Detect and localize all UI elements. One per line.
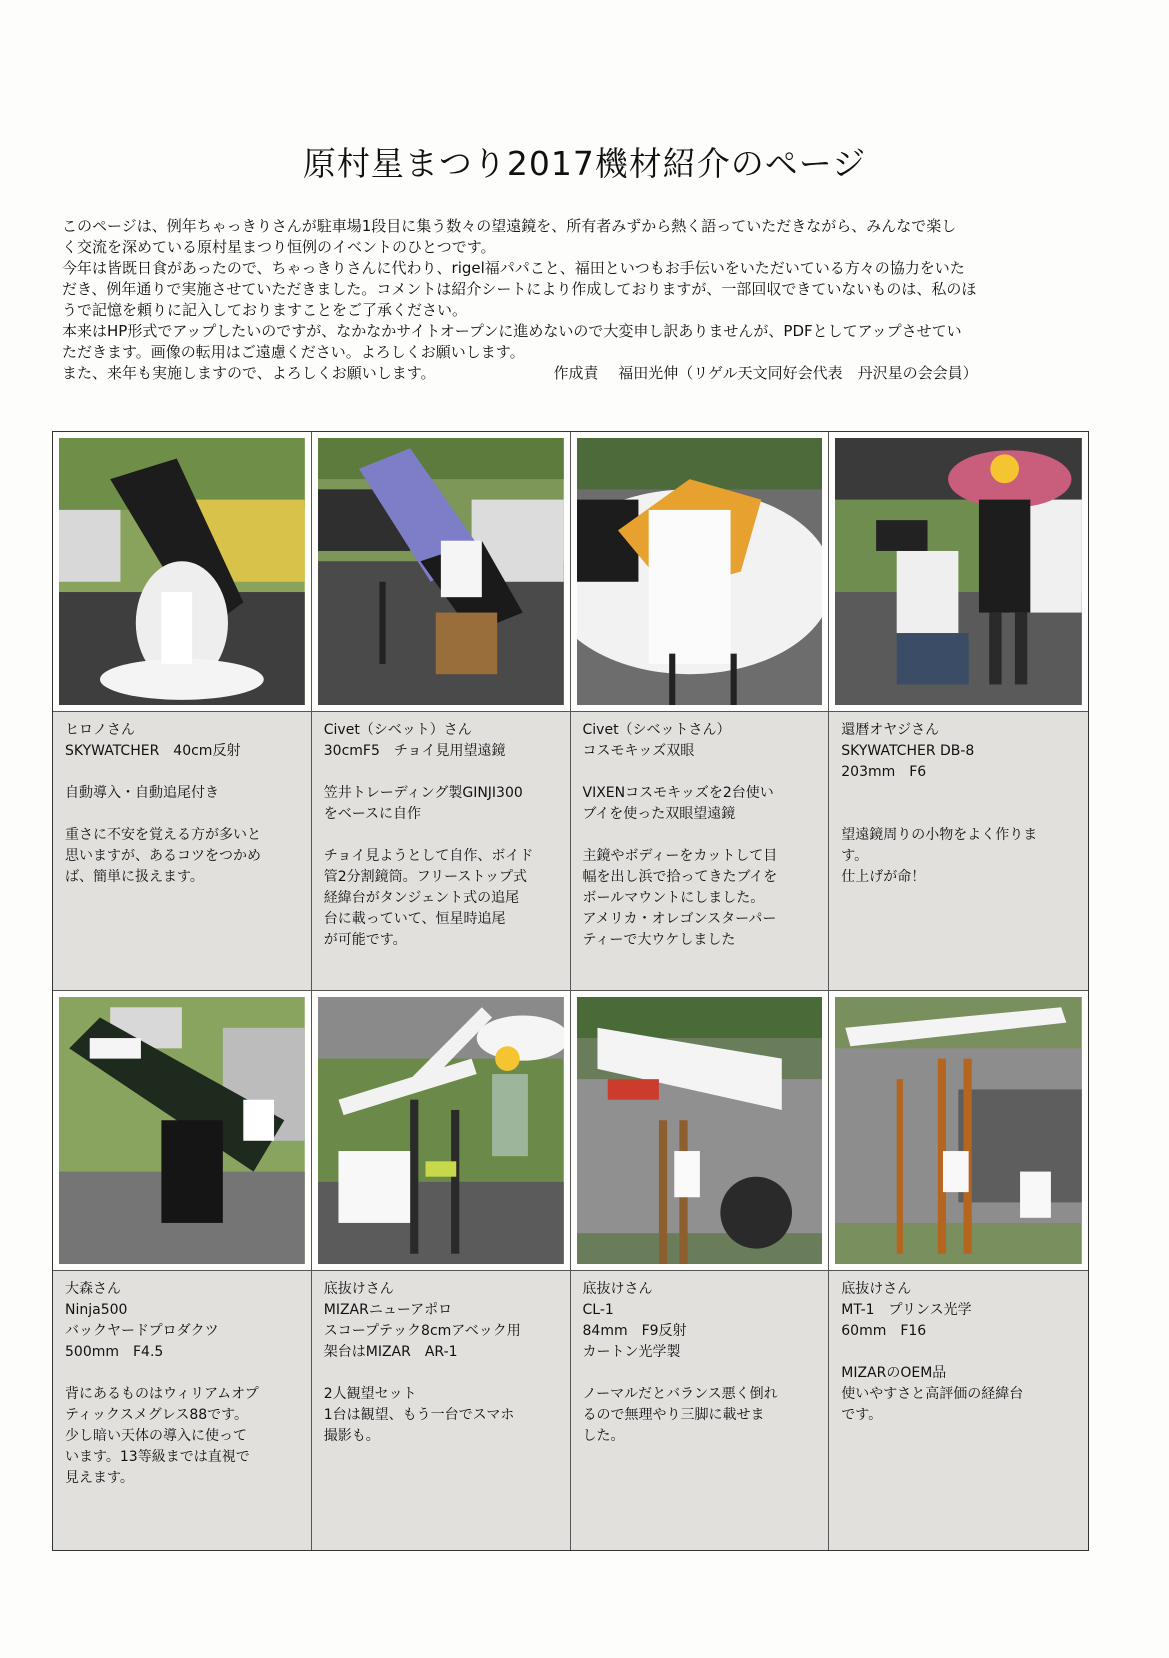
intro-line: うで記憶を頼りに記入しておりますことをご了承ください。 bbox=[62, 301, 468, 319]
description-line: 1台は観望、もう一台でスマホ bbox=[323, 1407, 515, 1423]
description-line: 500mm F4.5 bbox=[65, 1344, 164, 1360]
description-line: 30cmF5 チョイ見用望遠鏡 bbox=[323, 743, 506, 759]
photo-cell bbox=[312, 991, 571, 1271]
description-line: ボールマウントにしました。 bbox=[582, 890, 765, 906]
telescope-photo bbox=[577, 997, 823, 1264]
description-line: 底抜けさん bbox=[323, 1281, 394, 1297]
intro-last-line bbox=[62, 363, 1062, 384]
description-line bbox=[583, 825, 819, 846]
intro-line: このページは、例年ちゃっきりさんが駐車場1段目に集う数々の望遠鏡を、所有者みずから熱く語っていただきながら、みんなで楽し bbox=[62, 217, 957, 235]
description-line: Ninja500 bbox=[65, 1302, 128, 1318]
description-line: Civet（シベットさん） bbox=[582, 722, 731, 738]
description-line bbox=[583, 762, 819, 783]
description-line: 背にあるものはウィリアムオプ bbox=[65, 1386, 259, 1402]
description-line: 経緯台がタンジェント式の追尾 bbox=[323, 890, 520, 906]
description-line: 見えます。 bbox=[65, 1470, 134, 1486]
description-line: Civet（シベット）さん bbox=[323, 722, 472, 738]
description-line: ティックスメグレス88です。 bbox=[65, 1407, 249, 1423]
description-line: SKYWATCHER 40cm反射 bbox=[65, 743, 241, 759]
telescope-photo bbox=[835, 438, 1082, 705]
description-line: MT-1 プリンス光学 bbox=[841, 1302, 972, 1318]
closing-text: また、来年も実施しますので、よろしくお願いします。 bbox=[62, 364, 436, 382]
description-line: VIXENコスモキッズを2台使い bbox=[582, 785, 774, 801]
description-line bbox=[583, 1363, 819, 1384]
equipment-description bbox=[53, 1271, 312, 1550]
description-line: 還暦オヤジさん bbox=[841, 722, 940, 738]
photo-cell bbox=[829, 991, 1088, 1271]
description-line: 思いますが、あるコツをつかめ bbox=[65, 848, 261, 864]
description-line: 底抜けさん bbox=[582, 1281, 653, 1297]
description-line: 主鏡やボディーをカットして目 bbox=[582, 848, 778, 864]
description-line bbox=[65, 762, 301, 783]
description-line: 台に載っていて、恒星時追尾 bbox=[323, 911, 506, 927]
description-line: 203mm F6 bbox=[841, 764, 927, 780]
description-line: MIZARのOEM品 bbox=[841, 1365, 947, 1381]
description-line: 少し暗い天体の導入に使って bbox=[65, 1428, 247, 1444]
photo-cell bbox=[53, 991, 312, 1271]
description-line: です。 bbox=[841, 1407, 883, 1423]
equipment-description bbox=[829, 1271, 1088, 1550]
description-line bbox=[324, 825, 560, 846]
intro-line: ただきます。画像の転用はご遠慮ください。よろしくお願いします。 bbox=[62, 343, 525, 361]
description-line: ノーマルだとバランス悪く倒れ bbox=[582, 1386, 778, 1402]
intro-line: く交流を深めている原村星まつり恒例のイベントのひとつです。 bbox=[62, 238, 496, 256]
description-line: 重さに不安を覚える方が多いと bbox=[65, 827, 261, 843]
description-line bbox=[841, 1342, 1078, 1363]
equipment-description bbox=[312, 1271, 571, 1550]
description-line: います。13等級までは直視で bbox=[65, 1449, 250, 1465]
description-line: バックヤードプロダクツ bbox=[65, 1323, 219, 1339]
description-line: 底抜けさん bbox=[841, 1281, 912, 1297]
photo-cell bbox=[53, 432, 312, 712]
photo-cell bbox=[312, 432, 571, 712]
description-line: 自動導入・自動追尾付き bbox=[65, 785, 219, 801]
description-line: 2人観望セット bbox=[323, 1386, 417, 1402]
photo-cell bbox=[571, 432, 830, 712]
equipment-description bbox=[571, 712, 830, 991]
description-line: るので無理やり三脚に載せま bbox=[582, 1407, 765, 1423]
equipment-description bbox=[312, 712, 571, 991]
description-line: SKYWATCHER DB-8 bbox=[841, 743, 975, 759]
description-line: 笠井トレーディング製GINJI300 bbox=[323, 785, 523, 801]
author-credit: 作成責 福田光伸（リゲル天文同好会代表 丹沢星の会会員） bbox=[553, 364, 978, 382]
description-line: スコープテック8cmアベック用 bbox=[323, 1323, 521, 1339]
description-line bbox=[841, 804, 1078, 825]
description-line: ブイを使った双眼望遠鏡 bbox=[582, 806, 736, 822]
page-title: 原村星まつり2017機材紹介のページ bbox=[302, 144, 867, 183]
description-line bbox=[841, 783, 1078, 804]
description-line: コスモキッズ双眼 bbox=[582, 743, 695, 759]
description-line: 使いやすさと高評価の経緯台 bbox=[841, 1386, 1024, 1402]
description-line: ティーで大ウケしました bbox=[582, 932, 736, 948]
telescope-photo bbox=[835, 997, 1082, 1264]
intro-line: だき、例年通りで実施させていただきました。コメントは紹介シートにより作成しておりますが、一部回収できていないものは、私のほ bbox=[62, 280, 977, 298]
description-line: す。 bbox=[841, 848, 869, 864]
equipment-description bbox=[829, 712, 1088, 991]
description-line: が可能です。 bbox=[323, 932, 407, 948]
description-line: MIZARニューアポロ bbox=[323, 1302, 453, 1318]
description-line: 望遠鏡周りの小物をよく作りま bbox=[841, 827, 1038, 843]
description-line bbox=[65, 804, 301, 825]
telescope-photo bbox=[59, 997, 305, 1264]
photo-cell bbox=[829, 432, 1088, 712]
description-line: 仕上げが命！ bbox=[841, 869, 926, 885]
description-line: をベースに自作 bbox=[323, 806, 422, 822]
description-line bbox=[65, 1363, 301, 1384]
description-line bbox=[324, 1363, 560, 1384]
intro-text bbox=[62, 216, 1062, 384]
description-line: アメリカ・オレゴンスターパー bbox=[582, 911, 777, 927]
equipment-table bbox=[52, 431, 1089, 1551]
description-line: チョイ見ようとして自作、ボイド bbox=[323, 848, 534, 864]
description-line: ヒロノさん bbox=[65, 722, 135, 738]
equipment-description bbox=[571, 1271, 830, 1550]
description-line: CL-1 bbox=[582, 1302, 614, 1318]
description-line: ば、簡単に扱えます。 bbox=[65, 869, 204, 885]
description-line: 60mm F16 bbox=[841, 1323, 927, 1339]
telescope-photo bbox=[577, 438, 823, 705]
description-line: した。 bbox=[582, 1428, 625, 1444]
equipment-description bbox=[53, 712, 312, 991]
telescope-photo bbox=[318, 438, 564, 705]
telescope-photo bbox=[318, 997, 564, 1264]
description-line: 管2分割鏡筒。フリーストップ式 bbox=[323, 869, 527, 885]
description-line: カートン光学製 bbox=[582, 1344, 681, 1360]
description-line bbox=[324, 762, 560, 783]
description-line: 幅を出し浜で拾ってきたブイを bbox=[582, 869, 778, 885]
description-line: 架台はMIZAR AR-1 bbox=[323, 1344, 458, 1360]
intro-line: 今年は皆既日食があったので、ちゃっきりさんに代わり、rigel福パパこと、福田といつもお手伝いをいただいている方々の協力をいた bbox=[62, 259, 965, 277]
description-line: 撮影も。 bbox=[323, 1428, 380, 1444]
photo-cell bbox=[571, 991, 830, 1271]
description-line: 大森さん bbox=[65, 1281, 121, 1297]
description-line: 84mm F9反射 bbox=[582, 1323, 687, 1339]
intro-line: 本来はHP形式でアップしたいのですが、なかなかサイトオープンに進めないので大変申し訳ありませんが、PDFとしてアップさせてい bbox=[62, 322, 962, 340]
telescope-photo bbox=[59, 438, 305, 705]
